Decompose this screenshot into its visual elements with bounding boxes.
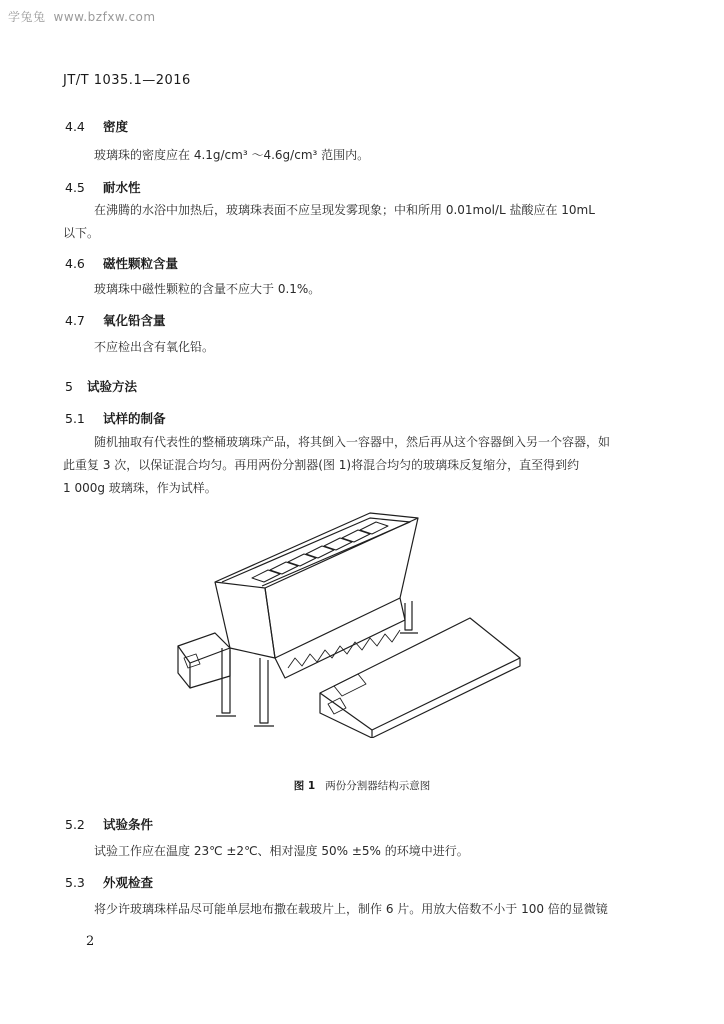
section-5-2-heading bbox=[65, 815, 153, 833]
section-4-5-heading bbox=[65, 178, 141, 196]
section-number: 4.5 bbox=[65, 180, 85, 195]
section-5-1-body-line-1: 随机抽取有代表性的整桶玻璃珠产品，将其倒入一容器中，然后再从这个容器倒入另一个容器，如 bbox=[94, 435, 611, 449]
watermark-site: www.bzfxw.com bbox=[53, 10, 156, 24]
section-title: 耐水性 bbox=[103, 180, 141, 195]
watermark bbox=[8, 8, 156, 25]
figure-number: 图 1 bbox=[293, 780, 316, 792]
section-5-1-body-line-2: 此重复 3 次，以保证混合均匀。再用两份分割器(图 1)将混合均匀的玻璃珠反复缩分，直至得到约 bbox=[63, 458, 580, 472]
receiving-pan-right bbox=[320, 618, 520, 738]
figure-caption bbox=[0, 778, 724, 793]
section-4-7-body: 不应检出含有氧化铅。 bbox=[94, 340, 215, 354]
section-title: 氧化铅含量 bbox=[103, 313, 166, 328]
figure-caption-text: 两份分割器结构示意图 bbox=[325, 780, 431, 792]
section-5-3-heading bbox=[65, 873, 153, 891]
section-5-3-body: 将少许玻璃珠样品尽可能单层地布撒在载玻片上，制作 6 片。用放大倍数不小于 100 倍的显微镜 bbox=[94, 902, 608, 916]
document-code: JT/T 1035.1—2016 bbox=[63, 73, 191, 88]
hopper-rim bbox=[215, 513, 418, 588]
watermark-brand: 学兔兔 bbox=[8, 10, 46, 24]
section-5-heading bbox=[65, 377, 137, 395]
section-4-6-body: 玻璃珠中磁性颗粒的含量不应大于 0.1%。 bbox=[94, 282, 321, 296]
section-5-1-body-line-3: 1 000g 玻璃珠，作为试样。 bbox=[63, 481, 217, 495]
section-title: 磁性颗粒含量 bbox=[103, 256, 179, 271]
section-number: 4.6 bbox=[65, 256, 85, 271]
section-4-5-body-line-1: 在沸腾的水浴中加热后，玻璃珠表面不应呈现发雾现象；中和所用 0.01mol/L 盐酸应在 10mL bbox=[94, 203, 595, 217]
section-title: 试验方法 bbox=[87, 379, 138, 394]
splitter-legs bbox=[216, 601, 418, 726]
riffle-splitter-figure bbox=[160, 508, 530, 738]
hopper-inner-rim bbox=[222, 518, 410, 586]
section-5-1-heading bbox=[65, 409, 166, 427]
section-4-7-heading bbox=[65, 311, 166, 329]
section-4-4-heading bbox=[65, 117, 128, 135]
section-number: 5.3 bbox=[65, 875, 85, 890]
section-title: 试样的制备 bbox=[103, 411, 166, 426]
section-4-4-body: 玻璃珠的密度应在 4.1g/cm³ ～4.6g/cm³ 范围内。 bbox=[94, 148, 370, 162]
section-title: 密度 bbox=[103, 119, 129, 134]
section-number: 5.2 bbox=[65, 817, 85, 832]
section-number: 4.7 bbox=[65, 313, 85, 328]
section-4-5-body-line-2: 以下。 bbox=[63, 226, 100, 240]
page-number: 2 bbox=[86, 934, 95, 949]
section-5-2-body: 试验工作应在温度 23℃ ±2℃、相对湿度 50% ±5% 的环境中进行。 bbox=[94, 844, 469, 858]
section-4-6-heading bbox=[65, 254, 178, 272]
section-title: 试验条件 bbox=[103, 817, 154, 832]
riffle-chutes bbox=[252, 522, 388, 582]
section-number: 4.4 bbox=[65, 119, 85, 134]
section-title: 外观检查 bbox=[103, 875, 154, 890]
chute-outlet-row bbox=[275, 598, 405, 678]
section-number: 5.1 bbox=[65, 411, 85, 426]
section-number: 5 bbox=[65, 379, 73, 394]
